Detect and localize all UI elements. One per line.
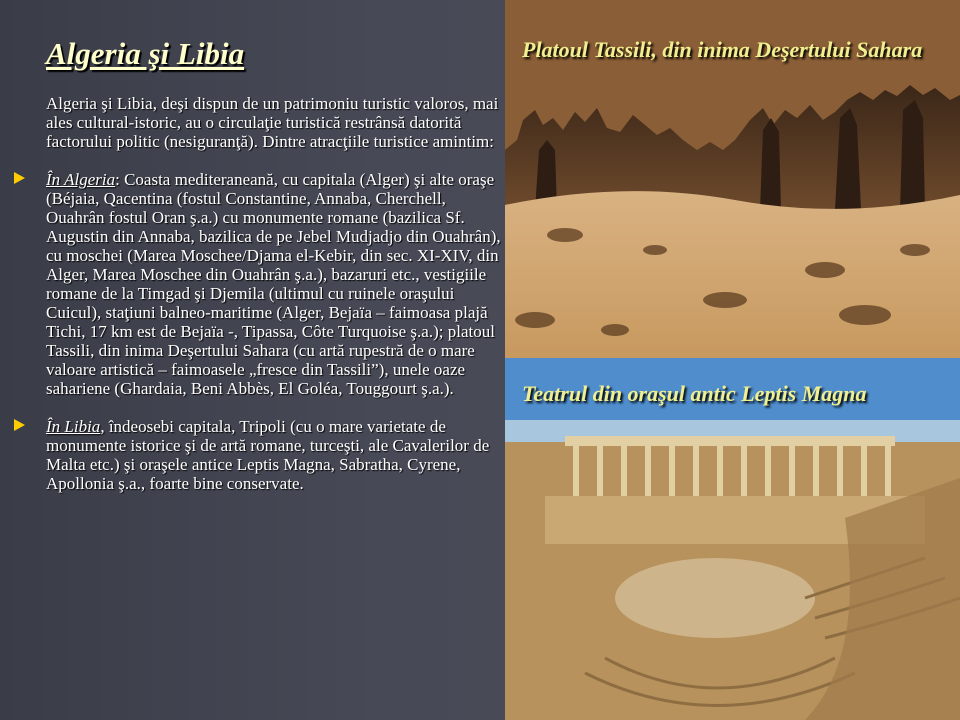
- caption-tassili: Platoul Tassili, din inima Deşertului Sahara: [522, 37, 923, 62]
- slide-body: [8, 94, 508, 493]
- subheading-libia: În Libia: [46, 417, 101, 436]
- bullet-item-libia: [46, 417, 508, 493]
- subheading-algeria: În Algeria: [46, 170, 116, 189]
- triangle-bullet-icon: [14, 419, 25, 431]
- bullet-item-algeria: [46, 170, 508, 398]
- intro-paragraph: Algeria şi Libia, deşi dispun de un patrimoniu turistic valoros, mai ales cultural-istoric, au o circulaţie turistică restrânsă datorită factorului politic (nesiguranţă). Dintre atracţiile turistice amintim:: [46, 94, 499, 151]
- slide-title: Algeria şi Libia: [46, 36, 245, 71]
- caption-leptis-magna: Teatrul din oraşul antic Leptis Magna: [522, 381, 867, 406]
- libia-text: , îndeosebi capitala, Tripoli (cu o mare varietate de monumente istorice şi de artă romane, turceşti, ale Cavalerilor de Malta etc.) şi oraşele antice Leptis Magna, Sabratha, Cyrene, Apollonia ş.a., foarte bine conservate.: [46, 417, 490, 493]
- leptis-magna-photo: [505, 358, 960, 720]
- algeria-text: : Coasta mediteraneană, cu capitala (Alger) şi alte oraşe (Béjaia, Qacentina (fostul Constantine, Annaba, Cherchell, Ouahrân fostul Oran ş.a.) cu monumente romane (bazilica Sf. Augustin din Annaba, bazilica de pe Jebel Mudjadjo din Ouahrân), cu moschei (Marea Moschee/Djama el-Kebir, din sec. XI-XIV, din Alger, Marea Moschee din Ouahrân ş.a.), bazaruri etc., vestigiile romane de la Timgad şi Djemila (ultimul cu ruinele oraşului Cuicul), staţiuni balneo-maritime (Alger, Bejaïa – faimoasa plajă Tichi, 17 km est de Bejaïa -, Tipassa, Côte Turquoise ş.a.); platoul Tassili, din inima Deşertului Sahara (cu artă rupestră de o mare valoare artistică – faimoasele „fresce din Tassili”), unele oaze sahariene (Ghardaia, Beni Abbès, El Goléa, Touggourt ş.a.).: [46, 170, 501, 398]
- triangle-bullet-icon: [14, 172, 25, 184]
